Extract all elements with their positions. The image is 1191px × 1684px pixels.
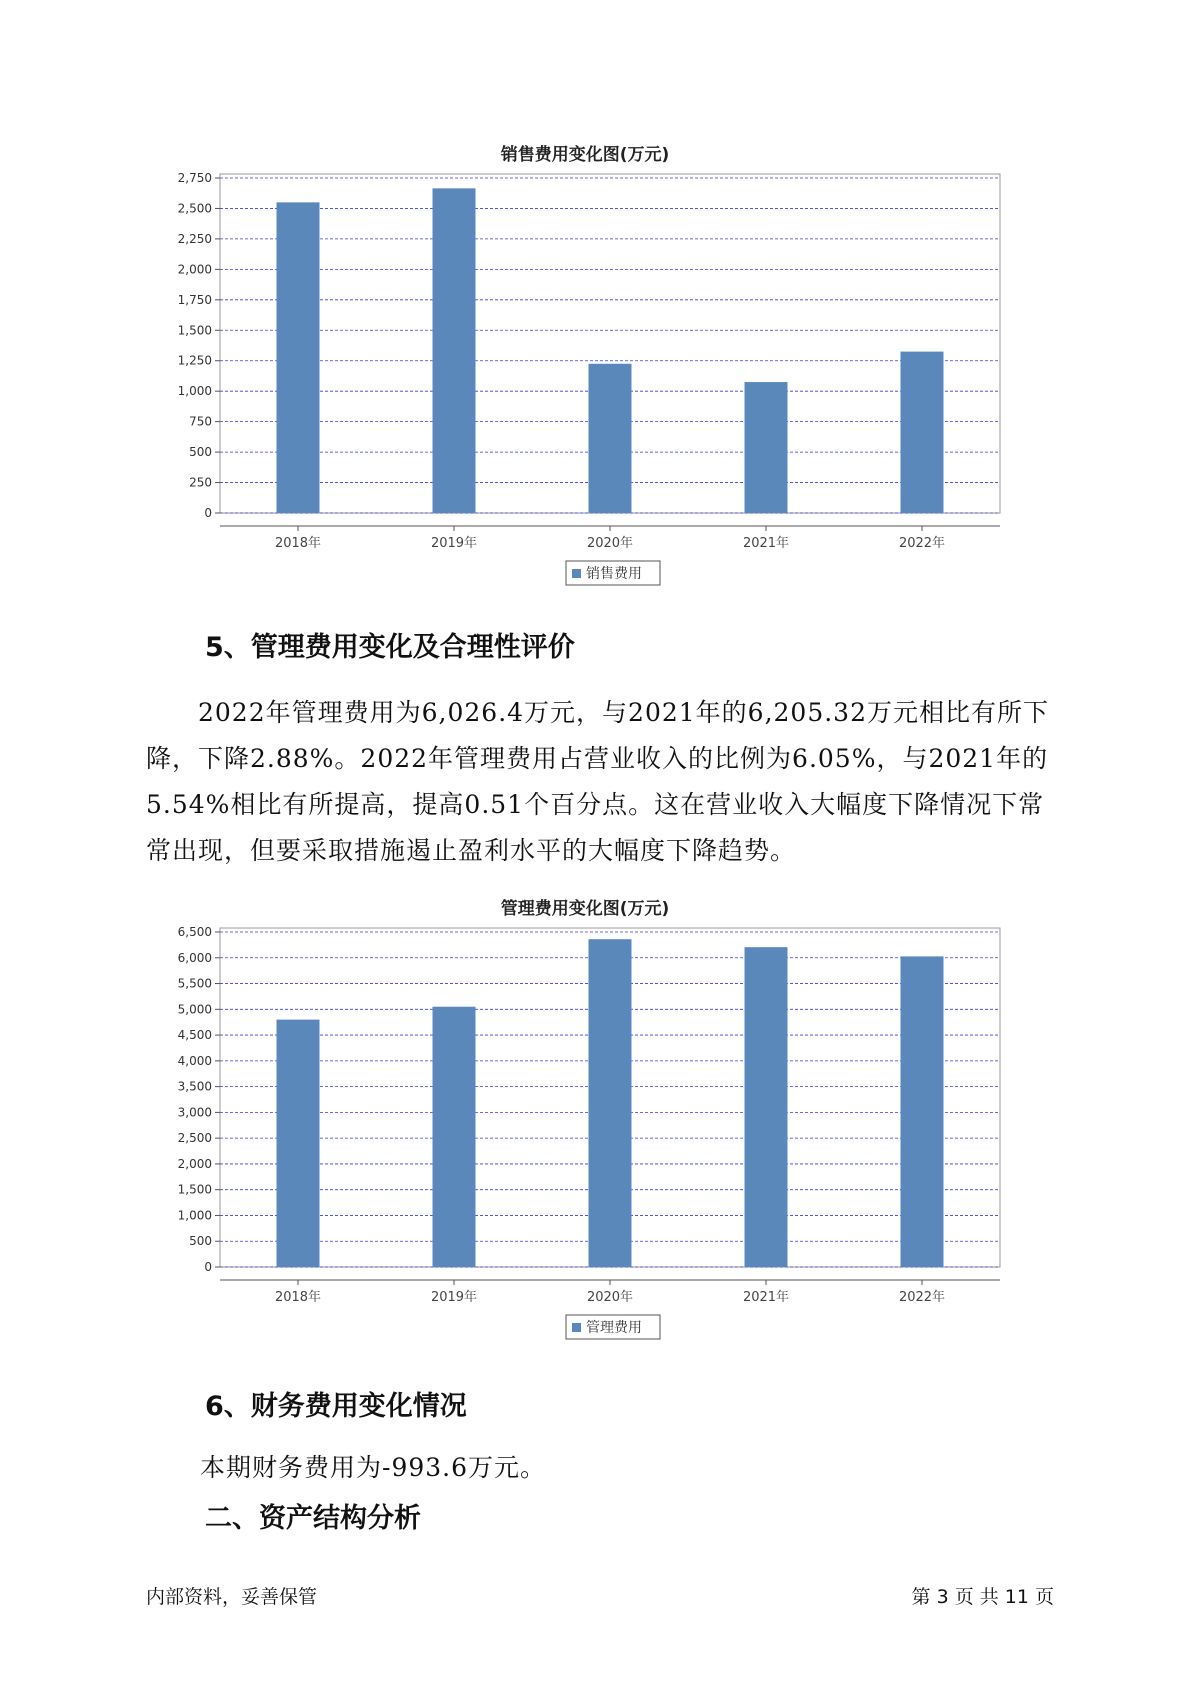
y-tick-label: 1,500: [177, 323, 212, 338]
y-tick-label: 2,250: [177, 231, 212, 246]
y-tick-label: 5,500: [177, 976, 212, 991]
legend-swatch: [572, 1323, 581, 1332]
bar: [745, 947, 788, 1267]
bar: [433, 1007, 476, 1267]
y-tick-label: 6,500: [177, 925, 212, 939]
y-tick-label: 4,500: [177, 1028, 212, 1043]
bar: [901, 352, 944, 513]
y-tick-label: 500: [189, 1234, 212, 1249]
section-heading-management-expense: 5、管理费用变化及合理性评价: [205, 632, 575, 663]
x-tick-label: 2018年: [274, 536, 322, 551]
y-tick-label: 3,500: [177, 1079, 212, 1094]
y-tick-label: 500: [189, 445, 212, 460]
sales-expense-chart-plot: [150, 168, 1020, 618]
chart-title: 销售费用变化图(万元): [500, 145, 670, 165]
bar: [745, 382, 788, 513]
y-tick-label: 3,000: [177, 1105, 212, 1120]
y-tick-label: 2,000: [177, 262, 212, 277]
y-tick-label: 1,750: [177, 292, 212, 307]
y-tick-label: 4,000: [177, 1053, 212, 1068]
bar: [589, 364, 632, 513]
bar: [277, 1020, 320, 1267]
x-tick-label: 2021年: [742, 1290, 790, 1305]
y-tick-label: 6,000: [177, 950, 212, 965]
bar: [901, 956, 944, 1267]
y-tick-label: 0: [204, 506, 212, 520]
legend-label: 管理费用: [586, 1320, 642, 1336]
x-tick-label: 2021年: [742, 536, 790, 551]
y-tick-label: 250: [189, 475, 212, 490]
x-tick-label: 2019年: [430, 1290, 478, 1305]
x-tick-label: 2019年: [430, 536, 478, 551]
finance-expense-text: 本期财务费用为-993.6万元。: [200, 1453, 547, 1482]
x-tick-label: 2022年: [898, 1290, 946, 1305]
footer-confidential: 内部资料，妥善保管: [146, 1586, 318, 1608]
x-tick-label: 2020年: [586, 536, 634, 551]
y-tick-label: 1,000: [177, 1208, 212, 1223]
section-heading-asset-structure: 二、资产结构分析: [205, 1503, 421, 1534]
y-tick-label: 2,750: [177, 171, 212, 185]
y-tick-label: 1,250: [177, 353, 212, 368]
y-tick-label: 2,000: [177, 1156, 212, 1171]
y-tick-label: 1,500: [177, 1182, 212, 1197]
footer-page-number: 第 3 页 共 11 页: [911, 1586, 1054, 1608]
y-tick-label: 5,000: [177, 1002, 212, 1017]
x-tick-label: 2022年: [898, 536, 946, 551]
legend-swatch: [572, 569, 581, 578]
chart-title: 管理费用变化图(万元): [500, 899, 670, 919]
y-tick-label: 750: [189, 414, 212, 429]
management-expense-chart-plot: [150, 922, 1020, 1372]
y-tick-label: 2,500: [177, 201, 212, 216]
bar: [433, 188, 476, 513]
y-tick-label: 2,500: [177, 1131, 212, 1146]
x-tick-label: 2018年: [274, 1290, 322, 1305]
section-heading-finance-expense: 6、财务费用变化情况: [205, 1391, 467, 1422]
x-tick-label: 2020年: [586, 1290, 634, 1305]
bar: [589, 939, 632, 1267]
bar: [277, 202, 320, 513]
y-tick-label: 1,000: [177, 384, 212, 399]
legend-label: 销售费用: [586, 566, 642, 582]
management-expense-paragraph: 2022年管理费用为6,026.4万元，与2021年的6,205.32万元相比有所下降，下降2.88%。2022年管理费用占营业收入的比例为6.05%，与2021年的5.54%相比有所提高，提高0.51个百分点。这在营业收入大幅度下降情况下常常出现，但要采取措施遏止盈利水平的大幅度下降趋势。: [146, 698, 1049, 865]
y-tick-label: 0: [204, 1260, 212, 1274]
